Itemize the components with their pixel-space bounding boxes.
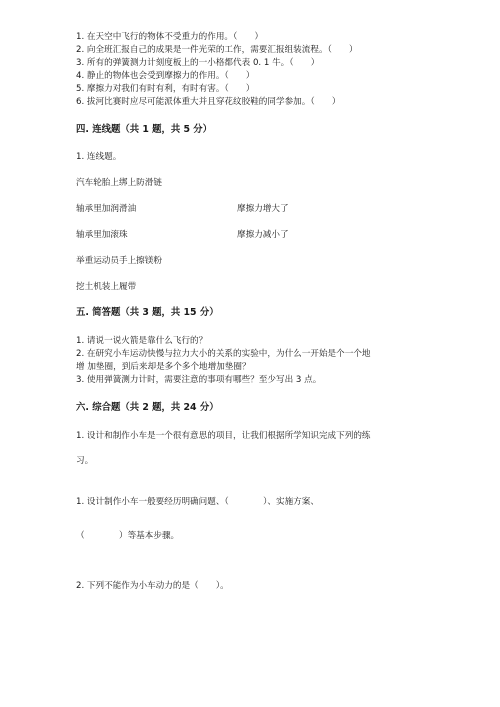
comprehensive-intro-line-2: 习。	[76, 456, 94, 466]
section-6-heading: 六. 综合题（共 2 题，共 24 分）	[76, 402, 219, 413]
short-answer-line-2: 2. 在研究小车运动快慢与拉力大小的关系的实验中，为什么一开始是个一个地	[76, 349, 371, 359]
judge-item-6: 6. 拔河比赛时应尽可能派体重大并且穿花纹胶鞋的同学参加。（ ）	[76, 97, 341, 107]
matching-left-item-3: 轴承里加滚珠	[76, 230, 128, 240]
matching-left-item-4: 举重运动员手上擦镁粉	[76, 256, 162, 266]
matching-right-item-1: 摩擦力增大了	[237, 204, 289, 214]
section-4-heading: 四. 连线题（共 1 题，共 5 分）	[76, 124, 213, 135]
section-5-heading: 五. 简答题（共 3 题，共 15 分）	[76, 307, 219, 318]
comprehensive-q2: 2. 下列不能作为小车动力的是（ ）。	[76, 581, 229, 591]
judge-item-4: 4. 静止的物体也会受到摩擦力的作用。（ ）	[76, 71, 255, 81]
matching-left-item-2: 轴承里加润滑油	[76, 204, 137, 214]
comprehensive-q1-line-2: （ ）等基本步骤。	[76, 531, 180, 541]
comprehensive-intro-line-1: 1. 设计和制作小车是一个很有意思的项目，让我们根据所学知识完成下列的练	[76, 431, 371, 441]
judge-item-3: 3. 所有的弹簧测力计刻度板上的一小格都代表 0. 1 牛。（ ）	[76, 58, 320, 68]
short-answer-line-3: 增 加垫圈，到后来却是多个多个地增加垫圈？	[76, 362, 251, 372]
judge-item-1: 1. 在天空中飞行的物体不受重力的作用。（ ）	[76, 32, 264, 42]
matching-question: 1. 连线题。	[76, 152, 122, 162]
matching-left-item-5: 挖土机装上履带	[76, 282, 137, 292]
judge-item-5: 5. 摩擦力对我们有时有利，有时有害。（ ）	[76, 84, 255, 94]
judge-item-2: 2. 向全班汇报自己的成果是一件光荣的工作，需要汇报组装流程。（ ）	[76, 45, 358, 55]
matching-right-item-2: 摩擦力减小了	[237, 230, 289, 240]
matching-left-item-1: 汽车轮胎上绑上防滑链	[76, 178, 162, 188]
comprehensive-q1-line-1: 1. 设计制作小车一般要经历明确问题、（ ）、实施方案、	[76, 497, 319, 507]
short-answer-line-1: 1. 请说一说火箭是靠什么飞行的？	[76, 336, 208, 346]
short-answer-line-4: 3. 使用弹簧测力计时，需要注意的事项有哪些？至少写出 3 点。	[76, 375, 322, 385]
